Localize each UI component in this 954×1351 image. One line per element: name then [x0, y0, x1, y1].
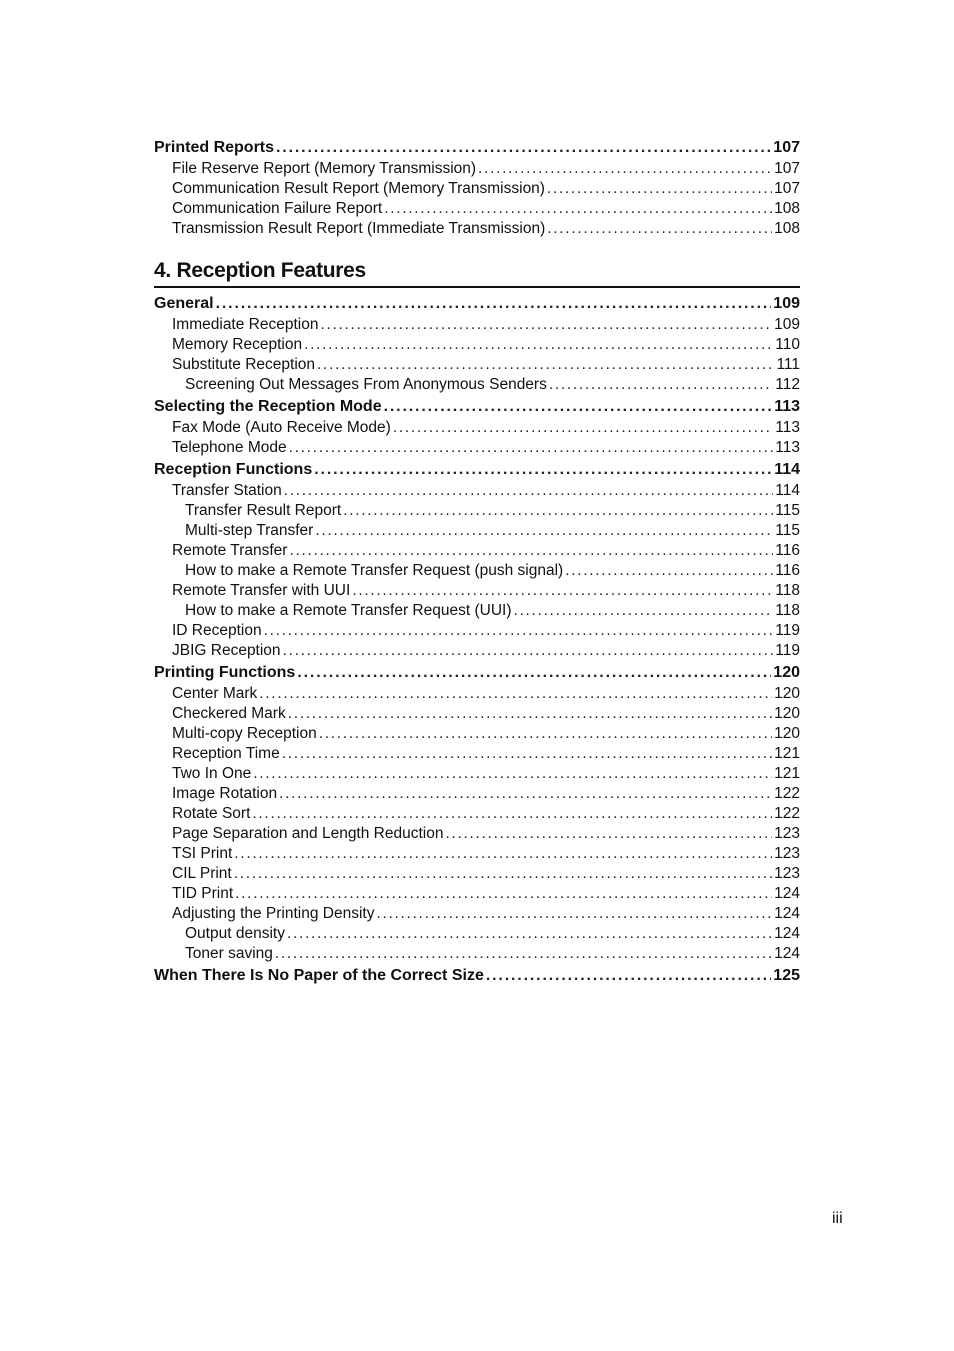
toc-entry-level-2[interactable]	[154, 581, 800, 601]
toc-entry-page: 115	[775, 502, 800, 519]
toc-entry-level-2[interactable]	[154, 764, 800, 784]
dot-leader	[252, 804, 772, 824]
dot-leader	[549, 375, 773, 395]
dot-leader	[253, 764, 772, 784]
toc-entry-page: 107	[774, 180, 800, 197]
toc-entry-title: Center Mark	[172, 685, 258, 702]
toc-entry-level-3[interactable]	[154, 375, 800, 395]
toc-entry-level-3[interactable]	[154, 924, 800, 944]
toc-entry-level-2[interactable]	[154, 438, 800, 458]
toc-entry-level-1[interactable]	[154, 458, 800, 481]
dot-leader	[216, 292, 772, 315]
toc-entry-title: Transfer Station	[172, 482, 282, 499]
toc-entry-page: 109	[774, 316, 800, 333]
toc-entry-level-2[interactable]	[154, 541, 800, 561]
dot-leader	[513, 601, 773, 621]
toc-entry-level-2[interactable]	[154, 481, 800, 501]
toc-entry-title: Printed Reports	[154, 139, 275, 156]
toc-entry-title: Selecting the Reception Mode	[154, 398, 382, 415]
toc-entry-page: 111	[776, 356, 800, 373]
toc-entry-page: 113	[774, 398, 800, 415]
toc-entry-page: 108	[774, 220, 800, 237]
toc-entry-level-2[interactable]	[154, 724, 800, 744]
dot-leader	[547, 219, 772, 239]
toc-entry-page: 123	[774, 865, 800, 882]
toc-entry-level-2[interactable]	[154, 355, 800, 375]
toc-entry-level-2[interactable]	[154, 418, 800, 438]
toc-entry-level-3[interactable]	[154, 501, 800, 521]
chapter-title: 4. Reception Features	[154, 259, 366, 282]
toc-entry-level-3[interactable]	[154, 944, 800, 964]
toc-entry-level-2[interactable]	[154, 684, 800, 704]
toc-entry-page: 125	[773, 967, 800, 984]
dot-leader	[445, 824, 772, 844]
toc-entry-title: Substitute Reception	[172, 356, 316, 373]
dot-leader	[279, 784, 772, 804]
dot-leader	[319, 724, 772, 744]
toc-entry-title: General	[154, 295, 214, 312]
toc-entry-page: 119	[775, 642, 800, 659]
toc-entry-page: 120	[774, 705, 800, 722]
toc-entry-level-3[interactable]	[154, 521, 800, 541]
toc-entry-title: TSI Print	[172, 845, 233, 862]
dot-leader	[547, 179, 772, 199]
dot-leader	[288, 704, 772, 724]
dot-leader	[276, 136, 771, 159]
dot-leader	[486, 964, 771, 987]
toc-entry-page: 121	[774, 745, 800, 762]
toc-entry-title: Multi-copy Reception	[172, 725, 317, 742]
toc-entry-title: Rotate Sort	[172, 805, 251, 822]
toc-entry-title: Memory Reception	[172, 336, 303, 353]
toc-entry-level-1[interactable]	[154, 395, 800, 418]
toc-entry-page: 114	[774, 461, 800, 478]
toc-entry-title: Reception Functions	[154, 461, 313, 478]
toc-entry-title: When There Is No Paper of the Correct Size	[154, 967, 484, 984]
dot-leader	[393, 418, 773, 438]
dot-leader	[284, 481, 774, 501]
table-of-contents	[154, 136, 800, 987]
toc-entry-page: 123	[774, 845, 800, 862]
toc-entry-title: File Reserve Report (Memory Transmission)	[172, 160, 477, 177]
dot-leader	[315, 521, 773, 541]
toc-entry-level-1[interactable]	[154, 136, 800, 159]
toc-entry-title: Output density	[185, 925, 285, 942]
toc-entry-title: CIL Print	[172, 865, 232, 882]
toc-entry-title: Toner saving	[185, 945, 273, 962]
dot-leader	[289, 541, 773, 561]
toc-entry-page: 112	[775, 376, 800, 393]
toc-entry-page: 120	[774, 685, 800, 702]
toc-entry-level-2[interactable]	[154, 199, 800, 219]
toc-entry-page: 113	[775, 439, 800, 456]
toc-entry-title: How to make a Remote Transfer Request (UUI)	[185, 602, 512, 619]
toc-entry-level-2[interactable]	[154, 744, 800, 764]
toc-entry-title: Fax Mode (Auto Receive Mode)	[172, 419, 391, 436]
dot-leader	[235, 884, 772, 904]
toc-entry-title: Checkered Mark	[172, 705, 286, 722]
dot-leader	[287, 924, 772, 944]
toc-entry-level-2[interactable]	[154, 844, 800, 864]
toc-entry-title: Printing Functions	[154, 664, 296, 681]
dot-leader	[317, 355, 774, 375]
toc-entry-level-1[interactable]	[154, 661, 800, 684]
toc-section-previous	[154, 136, 800, 239]
toc-entry-level-2[interactable]	[154, 335, 800, 355]
toc-entry-level-2[interactable]	[154, 621, 800, 641]
toc-entry-title: Page Separation and Length Reduction	[172, 825, 444, 842]
toc-entry-page: 118	[775, 582, 800, 599]
dot-leader	[384, 199, 772, 219]
toc-entry-title: Telephone Mode	[172, 439, 287, 456]
toc-entry-title: Screening Out Messages From Anonymous Senders	[185, 376, 547, 393]
toc-entry-page: 107	[773, 139, 800, 156]
toc-entry-title: Two In One	[172, 765, 252, 782]
toc-entry-level-2[interactable]	[154, 219, 800, 239]
toc-entry-level-2[interactable]	[154, 884, 800, 904]
toc-entry-page: 124	[774, 945, 800, 962]
toc-entry-title: Multi-step Transfer	[185, 522, 314, 539]
toc-entry-page: 122	[774, 805, 800, 822]
toc-entry-title: Transmission Result Report (Immediate Transmission)	[172, 220, 546, 237]
toc-entry-level-3[interactable]	[154, 601, 800, 621]
toc-entry-title: Remote Transfer	[172, 542, 288, 559]
dot-leader	[259, 684, 772, 704]
toc-entry-level-2[interactable]	[154, 864, 800, 884]
toc-entry-title: Reception Time	[172, 745, 280, 762]
toc-entry-title: ID Reception	[172, 622, 262, 639]
toc-entry-title: Communication Failure Report	[172, 200, 383, 217]
dot-leader	[297, 661, 771, 684]
toc-entry-page: 124	[774, 905, 800, 922]
toc-entry-level-2[interactable]	[154, 824, 800, 844]
toc-entry-title: Adjusting the Printing Density	[172, 905, 375, 922]
toc-entry-page: 119	[775, 622, 800, 639]
toc-entry-title: Communication Result Report (Memory Transmission)	[172, 180, 545, 197]
dot-leader	[304, 335, 773, 355]
dot-leader	[283, 641, 774, 661]
toc-entry-level-2[interactable]	[154, 804, 800, 824]
toc-entry-level-2[interactable]	[154, 179, 800, 199]
toc-entry-page: 114	[775, 482, 800, 499]
dot-leader	[384, 395, 773, 418]
dot-leader	[352, 581, 773, 601]
toc-section-chapter	[154, 292, 800, 987]
toc-entry-page: 123	[774, 825, 800, 842]
toc-entry-page: 124	[774, 925, 800, 942]
toc-entry-level-2[interactable]	[154, 704, 800, 724]
dot-leader	[314, 458, 772, 481]
toc-entry-level-2[interactable]	[154, 315, 800, 335]
dot-leader	[264, 621, 774, 641]
toc-entry-level-3[interactable]	[154, 561, 800, 581]
dot-leader	[289, 438, 774, 458]
dot-leader	[234, 864, 772, 884]
dot-leader	[234, 844, 772, 864]
dot-leader	[282, 744, 772, 764]
toc-entry-page: 115	[775, 522, 800, 539]
toc-entry-page: 113	[775, 419, 800, 436]
toc-entry-page: 124	[774, 885, 800, 902]
chapter-rule	[154, 286, 800, 288]
toc-entry-page: 122	[774, 785, 800, 802]
toc-entry-level-2[interactable]	[154, 784, 800, 804]
toc-entry-page: 120	[773, 664, 800, 681]
toc-entry-title: Image Rotation	[172, 785, 278, 802]
toc-entry-title: JBIG Reception	[172, 642, 281, 659]
toc-entry-page: 116	[775, 542, 800, 559]
toc-entry-page: 118	[775, 602, 800, 619]
dot-leader	[343, 501, 773, 521]
toc-entry-level-2[interactable]	[154, 904, 800, 924]
toc-entry-title: Transfer Result Report	[185, 502, 342, 519]
dot-leader	[320, 315, 772, 335]
toc-entry-page: 110	[775, 336, 800, 353]
toc-entry-title: Immediate Reception	[172, 316, 319, 333]
toc-entry-page: 121	[774, 765, 800, 782]
dot-leader	[376, 904, 772, 924]
toc-entry-page: 116	[775, 562, 800, 579]
toc-entry-level-1[interactable]	[154, 964, 800, 987]
toc-entry-page: 107	[774, 160, 800, 177]
dot-leader	[275, 944, 772, 964]
toc-entry-title: How to make a Remote Transfer Request (push signal)	[185, 562, 564, 579]
page-number: iii	[832, 1210, 843, 1227]
toc-entry-title: Remote Transfer with UUI	[172, 582, 351, 599]
toc-entry-level-2[interactable]	[154, 641, 800, 661]
dot-leader	[478, 159, 772, 179]
toc-entry-page: 108	[774, 200, 800, 217]
dot-leader	[565, 561, 773, 581]
toc-entry-level-2[interactable]	[154, 159, 800, 179]
toc-entry-level-1[interactable]	[154, 292, 800, 315]
toc-entry-title: TID Print	[172, 885, 234, 902]
toc-entry-page: 109	[773, 295, 800, 312]
toc-entry-page: 120	[774, 725, 800, 742]
